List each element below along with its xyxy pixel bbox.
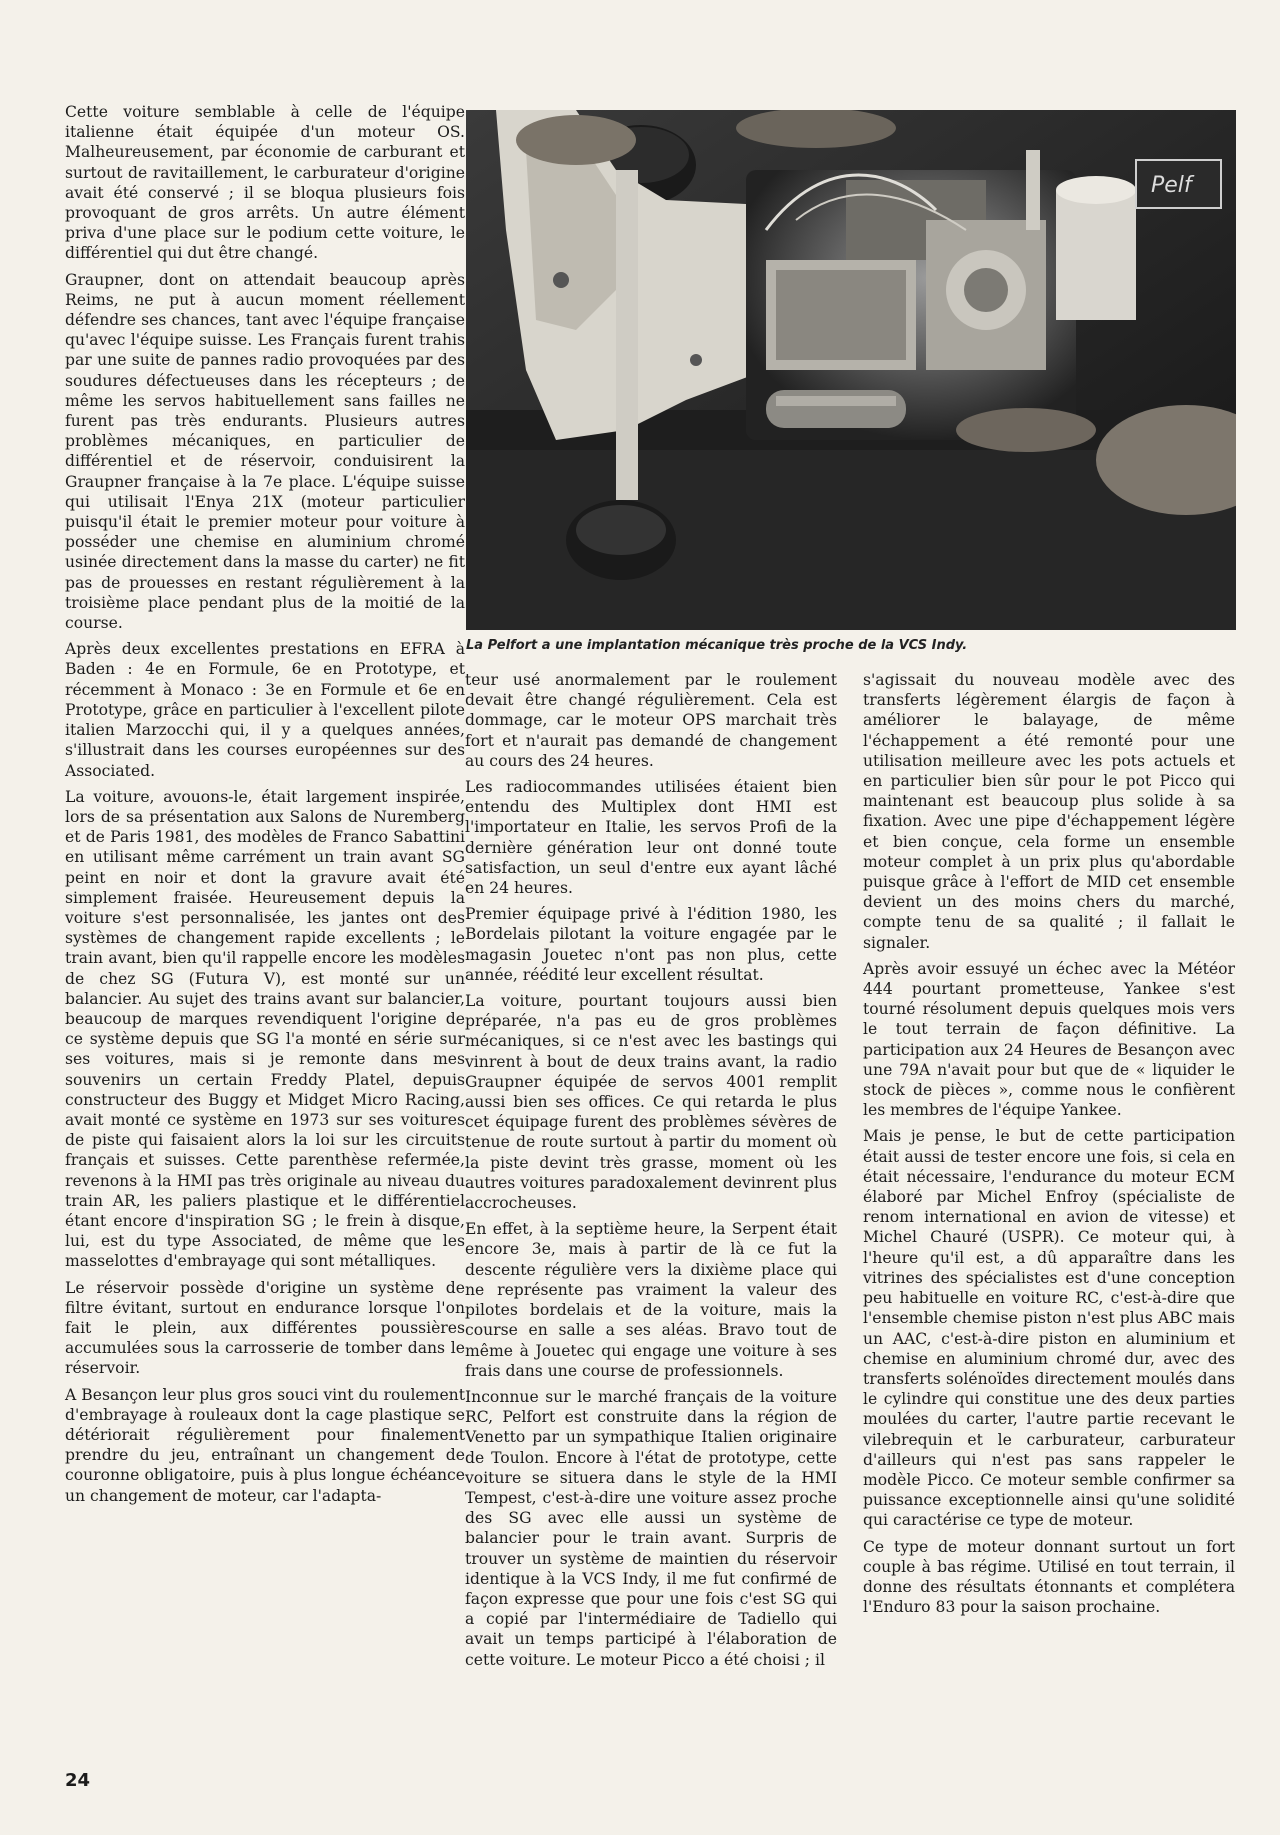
sticker-text: Pelf [1151,173,1192,198]
paragraph: Après deux excellentes prestations en EFRA à Baden : 4e en Formule, 6e en Prototype, et récemment à Monaco : 3e en Formule et 6e en Prototype, grâce en particulier à l'excellent pilote italien Marzocchi qui, il y a quelques années, s'illustrait dans les courses européennes sur des Associated. [65,640,465,780]
paragraph: A Besançon leur plus gros souci vint du roulement d'embrayage à rouleaux dont la cage plastique se détériorait régulièrement pour finalement prendre du jeu, entraînant un changement de couronne obligatoire, puis à plus longue échéance un changement de moteur, car l'adapta- [65,1385,465,1505]
photo-illustration [466,110,1236,630]
paragraph: Inconnue sur le marché français de la voiture RC, Pelfort est construite dans la région de Venetto par un sympathique Italien originaire de Toulon. Encore à l'état de prototype, cette voiture se situera dans le style de la HMI Tempest, c'est-à-dire une voiture assez proche des SG avec elle aussi un système de balancier pour le train avant. Surpris de trouver un système de maintien du réservoir identique à la VCS Indy, il me fut confirmé de façon expresse que pour une fois c'est SG qui a copié par l'intermédiaire de Tadiello qui avait un temps participé à l'élaboration de cette voiture. Le moteur Picco a été choisi ; il [465,1387,837,1669]
paragraph: Après avoir essuyé un échec avec la Météor 444 pourtant prometteuse, Yankee s'est tourné résolument depuis quelques mois vers le tout terrain de façon définitive. La participation aux 24 Heures de Besançon avec une 79A n'avait pour but que de « liquider le stock de pièces », comme nous le confièrent les membres de l'équipe Yankee. [863,959,1235,1120]
paragraph: Cette voiture semblable à celle de l'équipe italienne était équipée d'un moteur OS. Malheureusement, par économie de carburant et surtout de ravitaillement, le carburateur d'origine avait été conservé ; il se bloqua plusieurs fois provoquant de gros arrêts. Un autre élément priva d'une place sur le podium cette voiture, le différentiel qui dut être changé. [65,103,465,263]
paragraph: La voiture, avouons-le, était largement inspirée, lors de sa présentation aux Salons de Nuremberg et de Paris 1981, des modèles de Franco Sabattini en utilisant même carrément un train avant SG peint en noir et dont la gravure avait été simplement fraisée. Heureusement depuis la voiture s'est personnalisée, les jantes ont des systèmes de changement rapide excellents ; le train avant, bien qu'il rappelle encore les modèles de chez SG (Futura V), est monté sur un balancier. Au sujet des trains avant sur balancier, beaucoup de marques revendiquent l'origine de ce système depuis que SG l'a monté en série sur ses voitures, mais si je remonte dans mes souvenirs un certain Freddy Platel, depuis constructeur des Buggy et Midget Micro Racing, avait monté ce système en 1973 sur ses voitures de piste qui faisaient alors la loi sur les circuits français et suisses. Cette parenthèse refermée, revenons à la HMI pas très originale au niveau du train AR, les paliers plastique et le différentiel étant encore d'inspiration SG ; le frein à disque, lui, est du type Associated, de même que les masselottes d'embrayage qui sont métalliques. [65,787,465,1271]
paragraph: Graupner, dont on attendait beaucoup après Reims, ne put à aucun moment réellement défendre ses chances, tant avec l'équipe française qu'avec l'équipe suisse. Les Français furent trahis par une suite de pannes radio provoquées par des soudures défectueuses dans les récepteurs ; de même les servos habituellement sans failles ne furent pas très endurants. Plusieurs autres problèmes mécaniques, en particulier de différentiel et de réservoir, conduisirent la Graupner française à la 7e place. L'équipe suisse qui utilisait l'Enya 21X (moteur particulier puisqu'il était le premier moteur pour voiture à posséder une chemise en aluminium chromé usinée directement dans la masse du carter) ne fit pas de prouesses en restant régulièrement à la troisième place pendant plus de la moitié de la course. [65,270,465,633]
paragraph: teur usé anormalement par le roulement devait être changé régulièrement. Cela est dommage, car le moteur OPS marchait très fort et n'aurait pas demandé de changement au cours des 24 heures. [465,671,837,770]
article-column-left [65,102,465,1512]
paragraph: En effet, à la septième heure, la Serpent était encore 3e, mais à partir de là ce fut la descente régulière vers la dixième place qui ne représente pas vraiment la valeur des pilotes bordelais et de la voiture, mais la course en salle a ses aléas. Bravo tout de même à Jouetec qui engage une voiture à ses frais dans une course de professionnels. [465,1220,837,1380]
article-column-middle [465,670,837,1676]
page-number: 24 [65,1770,91,1791]
paragraph: s'agissait du nouveau modèle avec des transferts légèrement élargis de façon à améliorer le balayage, de même l'échappement a été remonté pour une utilisation meilleure avec les pots actuels et en particulier bien sûr pour le pot Picco qui maintenant est beaucoup plus solide à sa fixation. Avec une pipe d'échappement légère et bien conçue, cela forme un ensemble moteur complet à un prix plus qu'abordable puisque grâce à l'effort de MID cet ensemble devient un des moins chers du marché, compte tenu de sa qualité ; il fallait le signaler. [863,671,1235,952]
article-column-right [863,670,1235,1623]
photo-caption: La Pelfort a une implantation mécanique très proche de la VCS Indy. [466,638,968,653]
car-engine-photo [466,110,1236,630]
paragraph: Premier équipage privé à l'édition 1980, les Bordelais pilotant la voiture engagée par le magasin Jouetec n'ont pas non plus, cette année, réédité leur excellent résultat. [465,905,837,984]
paragraph: Ce type de moteur donnant surtout un fort couple à bas régime. Utilisé en tout terrain, il donne des résultats étonnants et complétera l'Enduro 83 pour la saison prochaine. [863,1537,1235,1617]
paragraph: Le réservoir possède d'origine un système de filtre évitant, surtout en endurance lorsque l'on fait le plein, aux différentes poussières accumulées sous la carrosserie de tomber dans le réservoir. [65,1278,465,1378]
paragraph: Mais je pense, le but de cette participation était aussi de tester encore une fois, si cela en était nécessaire, l'endurance du moteur ECM élaboré par Michel Enfroy (spécialiste de renom international en avion de vitesse) et Michel Chauré (USPR). Ce moteur qui, à l'heure qu'il est, a dû apparaître dans les vitrines des spécialistes est d'une conception peu habituelle en voiture RC, c'est-à-dire que l'ensemble chemise piston n'est plus ABC mais un AAC, c'est-à-dire piston en aluminium et chemise en aluminium chromé dur, avec des transferts solénoïdes directement moulés dans le cylindre qui constitue une des deux parties moulées du carter, l'autre partie recevant le vilebrequin et le carburateur, carburateur d'ailleurs qui n'est pas sans rappeler le modèle Picco. Ce moteur semble confirmer sa puissance exceptionnelle ainsi qu'une solidité qui caractérise ce type de moteur. [863,1127,1235,1530]
paragraph: La voiture, pourtant toujours aussi bien préparée, n'a pas eu de gros problèmes mécaniques, si ce n'est avec les bastings qui vinrent à bout de deux trains avant, la radio Graupner équipée de servos 4001 remplit aussi bien ses offices. Ce qui retarda le plus cet équipage furent des problèmes sévères de tenue de route surtout à partir du moment où la piste devint très grasse, moment où les autres voitures paradoxalement devinrent plus accrocheuses. [465,992,837,1213]
paragraph: Les radiocommandes utilisées étaient bien entendu des Multiplex dont HMI est l'importateur en Italie, les servos Profi de la dernière génération leur ont donné toute satisfaction, un seul d'entre eux ayant lâché en 24 heures. [465,778,837,898]
